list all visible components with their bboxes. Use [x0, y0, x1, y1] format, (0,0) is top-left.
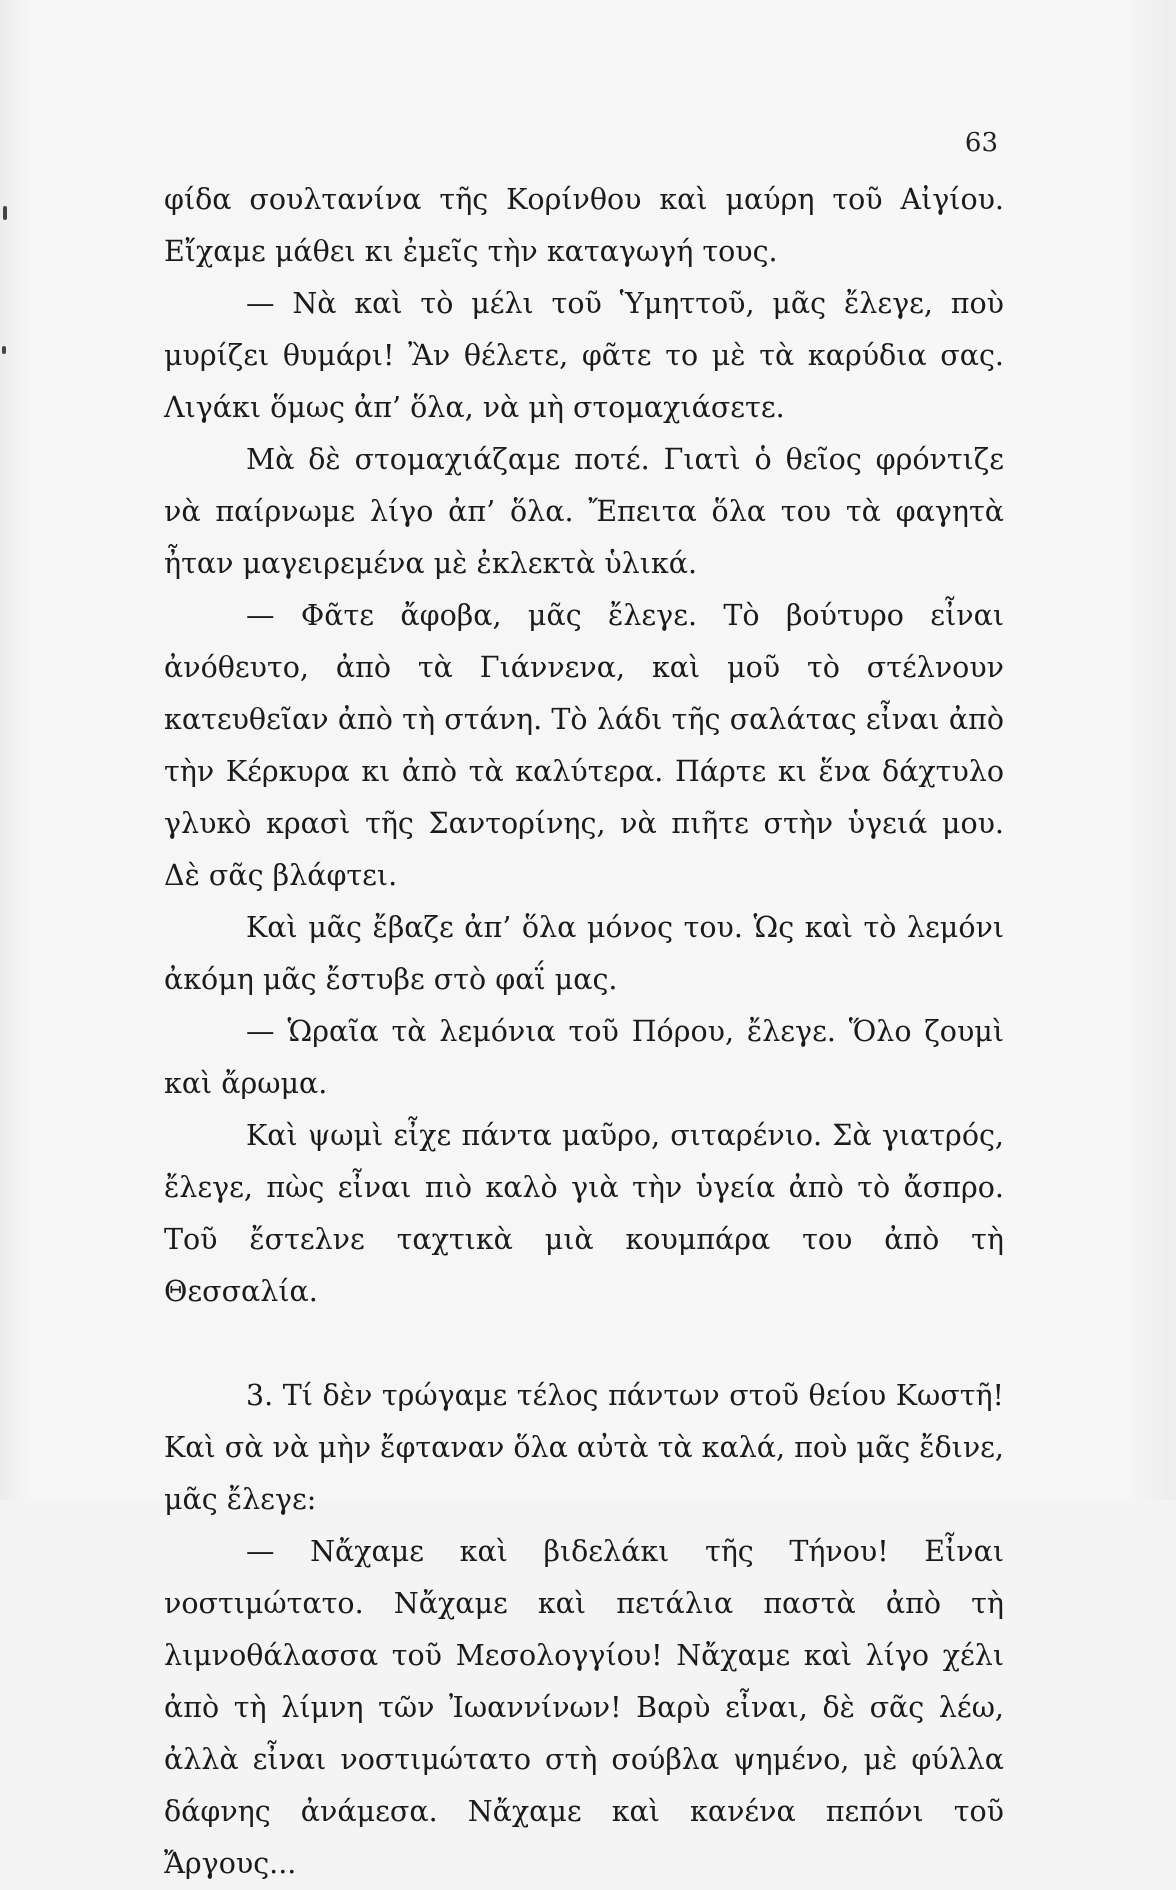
- paragraph: — Φᾶτε ἄφοβα, μᾶς ἔλεγε. Τὸ βούτυρο εἶναι ἀνόθευτο, ἀπὸ τὰ Γιάννενα, καὶ μοῦ τὸ στέλνουν κατευθεῖαν ἀπὸ τὴ στάνη. Τὸ λάδι τῆς σαλάτας εἶναι ἀπὸ τὴν Κέρκυρα κι ἀπὸ τὰ καλύτερα. Πάρτε κι ἕνα δάχτυλο γλυκὸ κρασὶ τῆς Σαντορίνης, νὰ πιῆτε στὴν ὑγειά μου. Δὲ σᾶς βλάφτει.: [164, 599, 1004, 892]
- paragraph: — Νὰ καὶ τὸ μέλι τοῦ Ὑμηττοῦ, μᾶς ἔλεγε, ποὺ μυρίζει θυμάρι! Ἂν θέλετε, φᾶτε το μὲ τὰ καρύδια σας. Λιγάκι ὅμως ἀπ’ ὅλα, νὰ μὴ στομαχιάσετε.: [164, 287, 1004, 424]
- paragraph: Καὶ ψωμὶ εἶχε πάντα μαῦρο, σιταρένιο. Σὰ γιατρός, ἔλεγε, πὼς εἶναι πιὸ καλὸ γιὰ τὴν ὑγεία ἀπὸ τὸ ἄσπρο. Τοῦ ἔστελνε ταχτικὰ μιὰ κουμπάρα του ἀπὸ τὴ Θεσσαλία.: [164, 1119, 1004, 1308]
- paragraph: — Νἄχαμε καὶ βιδελάκι τῆς Τήνου! Εἶναι νοστιμώτατο. Νἄχαμε καὶ πετάλια παστὰ ἀπὸ τὴ λιμνοθάλασσα τοῦ Μεσολογγίου! Νἄχαμε καὶ λίγο χέλι ἀπὸ τὴ λίμνη τῶν Ἰωαννίνων! Βαρὺ εἶναι, δὲ σᾶς λέω, ἀλλὰ εἶναι νοστιμώτατο στὴ σούβλα ψημένο, μὲ φύλλα δάφνης ἀνάμεσα. Νἄχαμε καὶ κανένα πεπόνι τοῦ Ἄργους...: [164, 1535, 1004, 1880]
- paragraph: Μὰ δὲ στομαχιάζαμε ποτέ. Γιατὶ ὁ θεῖος φρόντιζε νὰ παίρνωμε λίγο ἀπ’ ὅλα. Ἔπειτα ὅλα του τὰ φαγητὰ ἦταν μαγειρεμένα μὲ ἐκλεκτὰ ὑλικά.: [164, 443, 1004, 580]
- section-paragraph: 3. Τί δὲν τρώγαμε τέλος πάντων στοῦ θείου Κωστῆ! Καὶ σὰ νὰ μὴν ἔφταναν ὅλα αὐτὰ τὰ καλά, ποὺ μᾶς ἔδινε, μᾶς ἔλεγε:: [164, 1379, 1004, 1516]
- paragraph: Καὶ μᾶς ἔβαζε ἀπ’ ὅλα μόνος του. Ὡς καὶ τὸ λεμόνι ἀκόμη μᾶς ἔστυβε στὸ φαΐ μας.: [164, 911, 1004, 996]
- margin-mark: [3, 206, 7, 220]
- body-text: [164, 174, 1004, 1890]
- paragraph: — Ὡραῖα τὰ λεμόνια τοῦ Πόρου, ἔλεγε. Ὅλο ζουμὶ καὶ ἄρωμα.: [164, 1015, 1004, 1100]
- page-number: 63: [964, 128, 998, 158]
- paragraph: φίδα σουλτανίνα τῆς Κορίνθου καὶ μαύρη τοῦ Αἰγίου. Εἴχαμε μάθει κι ἐμεῖς τὴν καταγωγή τους.: [164, 183, 1004, 268]
- margin-mark: [2, 346, 6, 354]
